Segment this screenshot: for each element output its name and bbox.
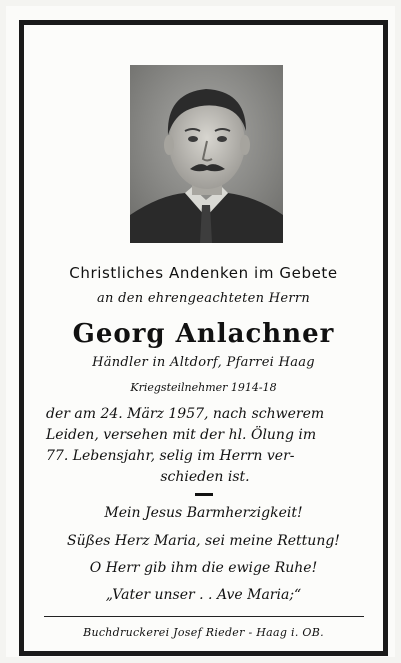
prayer-line-2: Süßes Herz Maria, sei meine Rettung! <box>67 533 340 549</box>
footer-rule <box>44 616 364 617</box>
paragraph-line-3: 77. Lebensjahr, selig im Herrn ver- <box>46 448 295 464</box>
portrait-photo <box>130 65 283 243</box>
intro-line-1: Christliches Andenken im Gebete <box>69 264 338 282</box>
death-notice-paragraph <box>46 404 364 488</box>
deceased-name: Georg Anlachner <box>72 319 335 349</box>
paragraph-line-1: der am 24. März 1957, nach schwerem <box>46 406 325 422</box>
memorial-card <box>6 6 395 657</box>
paragraph-line-2: Leiden, versehen mit der hl. Ölung im <box>46 427 317 443</box>
intro-line-2: an den ehrengeachteten Herrn <box>96 291 311 306</box>
veteran-line: Kriegsteilnehmer 1914-18 <box>130 381 277 394</box>
black-border-frame <box>19 20 388 656</box>
prayer-line-4: „Vater unser . . Ave Maria;“ <box>105 587 302 603</box>
printer-imprint: Buchdruckerei Josef Rieder - Haag i. OB. <box>83 626 324 639</box>
portrait-image <box>130 65 283 243</box>
paragraph-line-4: schieden ist. <box>160 469 250 485</box>
prayer-line-1: Mein Jesus Barmherzigkeit! <box>104 505 303 521</box>
short-divider <box>195 493 213 496</box>
prayer-line-3: O Herr gib ihm die ewige Ruhe! <box>89 560 318 576</box>
occupation-line: Händler in Altdorf, Pfarrei Haag <box>92 355 315 370</box>
